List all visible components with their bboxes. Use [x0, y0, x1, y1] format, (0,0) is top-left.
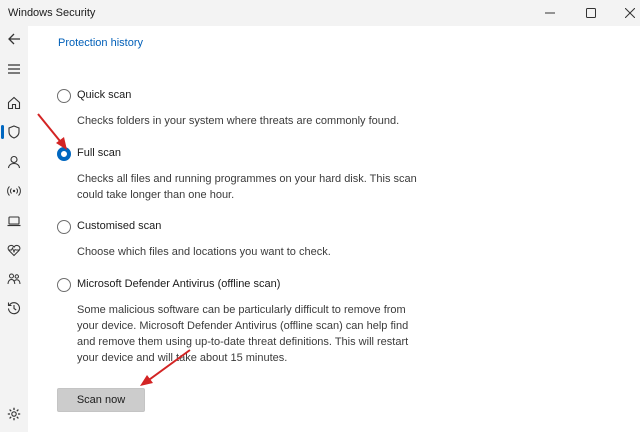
home-icon [7, 96, 21, 110]
quick-scan-label: Quick scan [77, 89, 132, 101]
window-title: Windows Security [8, 7, 96, 19]
back-arrow-icon [7, 32, 21, 46]
close-icon [625, 8, 635, 18]
customised-scan-label: Customised scan [77, 220, 162, 232]
shield-icon [7, 125, 21, 139]
sidebar-item-home[interactable] [0, 92, 28, 114]
quick-scan-description: Checks folders in your system where threats are commonly found. [77, 115, 400, 127]
back-button[interactable] [0, 28, 28, 50]
close-button[interactable] [612, 0, 640, 26]
hamburger-menu-icon [7, 63, 21, 75]
sidebar-item-device-security[interactable] [0, 239, 28, 261]
sidebar-item-firewall[interactable] [0, 180, 28, 202]
menu-button[interactable] [0, 58, 28, 80]
minimize-icon [545, 8, 555, 18]
wifi-signal-icon [7, 184, 21, 198]
gear-icon [7, 407, 21, 421]
offline-scan-description: Some malicious software can be particularly difficult to remove from your device. Microsoft Defender Antivirus (offline scan) can help find and remove them using up-to-date threat definitions. This will restart your device and will take about 15 minutes. [77, 304, 409, 364]
sidebar-item-settings[interactable] [0, 403, 28, 425]
offline-scan-label: Microsoft Defender Antivirus (offline scan) [77, 278, 281, 290]
customised-scan-radio[interactable] [57, 220, 71, 234]
scan-now-button[interactable]: Scan now [57, 388, 145, 412]
sidebar-item-account-protection[interactable] [0, 151, 28, 173]
history-icon [7, 301, 21, 315]
protection-history-link[interactable]: Protection history [58, 37, 143, 49]
main-content [28, 26, 640, 432]
quick-scan-radio[interactable] [57, 89, 71, 103]
sidebar-item-app-browser[interactable] [0, 210, 28, 232]
family-icon [7, 272, 21, 286]
sidebar-item-family[interactable] [0, 268, 28, 290]
laptop-icon [7, 214, 21, 228]
maximize-button[interactable] [573, 0, 609, 26]
annotation-arrow-scan-now [134, 346, 194, 390]
maximize-icon [586, 8, 596, 18]
title-bar [0, 0, 640, 26]
sidebar-item-virus-protection[interactable] [0, 121, 28, 143]
annotation-arrow-full-scan [34, 110, 74, 154]
person-icon [7, 155, 21, 169]
customised-scan-description: Choose which files and locations you want to check. [77, 246, 331, 258]
full-scan-description: Checks all files and running programmes on your hard disk. This scan could take longer than one hour. [77, 173, 417, 201]
heartbeat-icon [7, 243, 21, 257]
minimize-button[interactable] [532, 0, 568, 26]
nav-sidebar [0, 26, 28, 432]
full-scan-label: Full scan [77, 147, 122, 159]
sidebar-item-history[interactable] [0, 297, 28, 319]
offline-scan-radio[interactable] [57, 278, 71, 292]
